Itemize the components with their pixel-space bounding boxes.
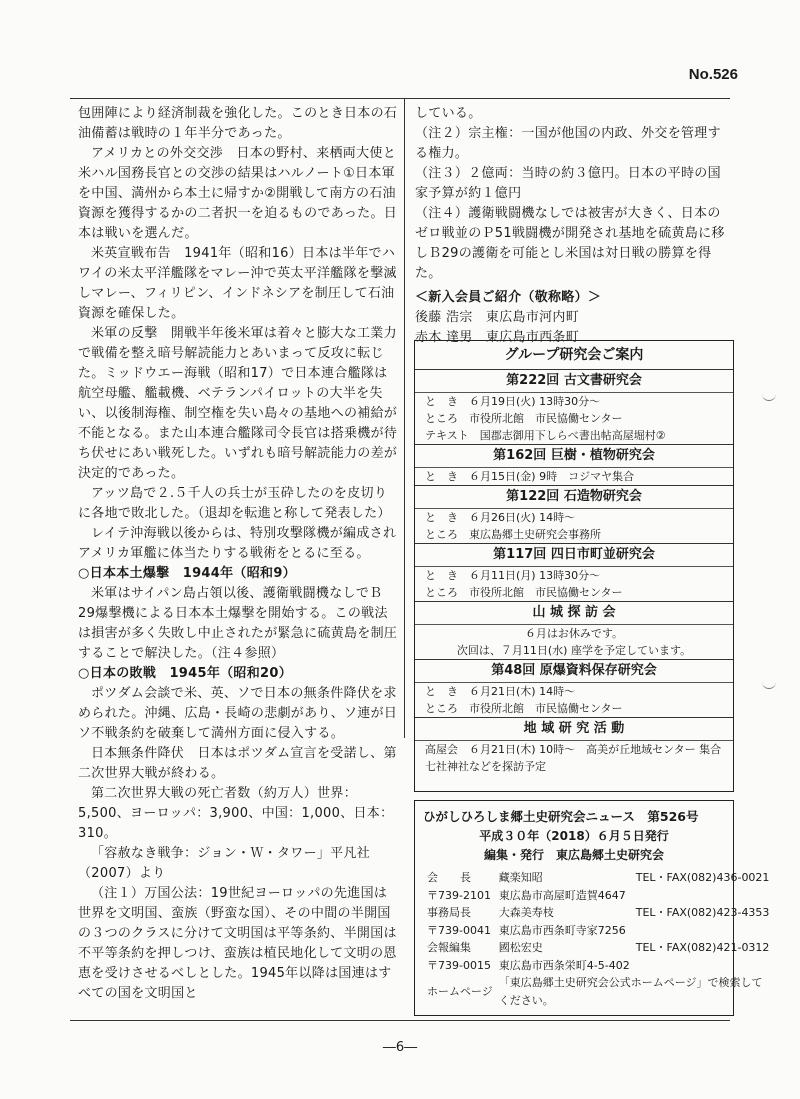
contact-row: [427, 887, 775, 905]
paragraph: 米英宣戦布告 1941年（昭和16）日本は半年でハワイの米太平洋艦隊をマレー沖で英太平洋艦隊を撃滅しマレー、フィリピン、インドネシアを制圧して石油資源を確保した。: [78, 246, 397, 321]
paragraph: 第二次世界大戦の死亡者数（約万人）世界：5,500、ヨーロッパ：3,900、中国：1,000、日本：310。: [78, 786, 394, 841]
group-section-title: 第162回 巨樹・植物研究会: [415, 445, 733, 468]
group-study-title: グループ研究会ご案内: [415, 341, 733, 370]
group-section-detail: ところ 市役所北館 市民協働センター: [425, 586, 623, 599]
group-section-detail: ところ 東広島郷土史研究会事務所: [425, 528, 601, 541]
group-section: [415, 718, 733, 775]
group-section-detail: と き ６月26日(火) 14時～: [425, 511, 576, 524]
group-section-title: 地 域 研 究 活 動: [415, 718, 733, 741]
right-column-notes: [415, 104, 733, 348]
contact-cell: TEL・FAX(082)421-0312: [635, 941, 770, 954]
contact-cell: 「東広島郷土史研究会公式ホームページ」で検索してください。: [498, 976, 763, 1007]
contact-cell: 大森美寿枝: [498, 906, 554, 919]
group-section-title: 第48回 原爆資料保存研究会: [415, 660, 733, 683]
issue-number: No.526: [688, 66, 738, 83]
group-section-detail: ところ 市役所北館 市民協働センター: [425, 412, 623, 425]
new-members: [415, 288, 733, 348]
contact-cell: [636, 922, 776, 940]
contact-row: [427, 939, 775, 957]
group-section-title: 第117回 四日市町並研究会: [415, 544, 733, 567]
newsletter-title: ひがしひろしま郷土史研究会ニュース 第526号: [423, 809, 699, 824]
contact-cell: 〒739-0041: [427, 923, 491, 937]
contact-cell: 東広島市高屋町造賀4647: [498, 888, 626, 902]
group-section: [415, 602, 733, 660]
paragraph: レイテ沖海戦以後からは、特別攻撃隊機が編成されアメリカ軍艦に体当たりする戦術をとるに至る。: [78, 526, 397, 561]
group-section: [415, 544, 733, 602]
group-section: [415, 660, 733, 718]
group-section-title: 第222回 古文書研究会: [415, 370, 733, 393]
contact-cell: 東広島市西条栄町4-5-402: [498, 958, 630, 972]
group-section: [415, 445, 733, 486]
group-section-detail: と き ６月11日(月) 13時30分～: [425, 569, 601, 582]
group-section-detail: 次回は、７月11日(水) 座学を予定しています。: [456, 644, 692, 657]
contact-row: [427, 869, 775, 887]
group-section: [415, 486, 733, 544]
contact-row: [427, 904, 775, 922]
contact-cell: [636, 887, 776, 905]
contact-row: [427, 957, 775, 975]
group-section: [415, 370, 733, 445]
group-section-title: 山 城 探 訪 会: [415, 602, 733, 625]
newsletter-date: 平成３０年（2018）６月５日発行: [479, 829, 669, 843]
paragraph: （注３）２億両：当時の約３億円。日本の平時の国家予算が約１億円: [415, 166, 721, 201]
group-section-title: 第122回 石造物研究会: [415, 486, 733, 509]
contact-cell: [636, 957, 776, 975]
group-section-detail: テキスト 国郡志御用下しらべ書出帖高屋堀村②: [425, 429, 666, 442]
contact-row: [427, 974, 775, 1009]
new-members-heading: ＜新入会員ご紹介（敬称略）＞: [415, 290, 602, 305]
group-section-detail: と き ６月15日(金) 9時 コジマヤ集合: [425, 470, 635, 483]
left-column-text: [78, 104, 398, 1004]
page-number: ―6―: [382, 1040, 418, 1055]
paragraph: （注１）万国公法：19世紀ヨーロッパの先進国は世界を文明国、蛮族（野蛮な国）、その中間の半開国の３つのクラスに分けて文明国は平等条約、半開国は不平等条約を押しつけ、蛮族は植民地化して文明の恩恵を受けさせるべしとした。1945年以降は国連はすべての国を文明国と: [78, 886, 397, 1001]
paragraph: 包囲陣により経済制裁を強化した。このとき日本の石油備蓄は戦時の１年半分であった。: [78, 106, 398, 141]
newsletter-info-box: [414, 800, 770, 1016]
paragraph: （注４）護衛戦闘機なしでは被害が大きく、日本のゼロ戦並のＰ51戦闘機が開発され基地を硫黄島に移しＢ29の護衛を可能とし米国は対日戦の勝算を得た。: [415, 206, 725, 281]
top-rule: [70, 98, 730, 99]
new-member-item: 赤木 達男 東広島市西条町: [415, 330, 580, 345]
contact-cell: ホームページ: [427, 984, 493, 998]
punch-hole-mark: [762, 392, 776, 401]
paragraph: アメリカとの外交交渉 日本の野村、来栖両大使と米ハル国務長官との交渉の結果はハルノート①日本軍を中国、満州から本土に帰すか②開戦して南方の石油資源を獲得するかの二者択一を迫るものであった。日本は戦いを選んだ。: [78, 146, 398, 241]
paragraph: （注２）宗主権：一国が他国の内政、外交を管理する権力。: [415, 126, 721, 161]
section-heading: ○日本の敗戦 1945年（昭和20）: [78, 666, 293, 681]
bottom-rule: [70, 1020, 730, 1021]
paragraph: 「容赦なき戦争：ジョン・Ｗ・タワー」平凡社（2007）より: [78, 846, 371, 881]
group-study-box: [414, 340, 734, 792]
punch-hole-mark: [762, 680, 776, 689]
column-divider: [404, 98, 405, 738]
newsletter-publisher: 編集・発行 東広島郷土史研究会: [483, 848, 664, 862]
paragraph: 米軍はサイパン島占領以後、護衛戦闘機なしでＢ29爆撃機による日本本土爆撃を開始する。この戦法は損害が多く失敗し中止されたが緊急に硫黄島を制圧することで解決した。（注４参照）: [78, 586, 398, 661]
group-section-detail: ところ 市役所北館 市民協働センター: [425, 702, 623, 715]
paragraph: ポツダム会談で米、英、ソで日本の無条件降伏を求められた。沖縄、広島・長崎の悲劇があり、ソ連が日ソ不戦条約を破棄して満州方面に侵入する。: [78, 686, 398, 741]
contact-table: [427, 869, 775, 1009]
contact-cell: 東広島市西条町寺家7256: [498, 923, 626, 937]
group-section-detail: 高屋会 ６月21日(木) 10時～ 高美が丘地域センター 集合 七社神社などを探訪予定: [425, 743, 733, 773]
paragraph: している。: [415, 106, 482, 121]
paragraph: 日本無条件降伏 日本はポツダム宣言を受諾し、第二次世界大戦が終わる。: [78, 746, 397, 781]
contact-cell: 國松宏史: [498, 941, 543, 954]
section-heading: ○日本本土爆撃 1944年（昭和9）: [78, 566, 296, 581]
group-section-detail: ６月はお休みです。: [524, 627, 624, 640]
contact-cell: 藏楽知昭: [498, 871, 543, 884]
contact-cell: 会 長: [427, 871, 471, 884]
contact-cell: 会報編集: [427, 941, 471, 954]
group-section-detail: と き ６月21日(木) 14時～: [425, 685, 576, 698]
contact-row: [427, 922, 775, 940]
contact-cell: 〒739-2101: [427, 888, 491, 902]
paragraph: アッツ島で２.５千人の兵士が玉砕したのを皮切りに各地で敗北した。（退却を転進と称して発表した）: [78, 486, 391, 521]
contact-cell: 〒739-0015: [427, 958, 491, 972]
contact-cell: TEL・FAX(082)423-4353: [635, 906, 770, 919]
group-section-detail: と き ６月19日(火) 13時30分～: [425, 395, 601, 408]
contact-cell: TEL・FAX(082)436-0021: [635, 871, 770, 884]
paragraph: 米軍の反撃 開戦半年後米軍は着々と膨大な工業力で戦備を整え暗号解読能力とあいまって反攻に転じた。ミッドウエー海戦（昭和17）で日本連合艦隊は航空母艦、艦載機、ベテランパイロットの大半を失い、以後制海権、制空権を失い島々の基地への補給が不能となる。また山本連合艦隊司令長官は搭乗機が待ち伏せにあい戦死した。いずれも暗号解読能力の差が決定的であった。: [78, 326, 398, 481]
new-member-item: 後藤 浩宗 東広島市河内町: [415, 310, 580, 325]
contact-cell: 事務局長: [427, 906, 471, 919]
